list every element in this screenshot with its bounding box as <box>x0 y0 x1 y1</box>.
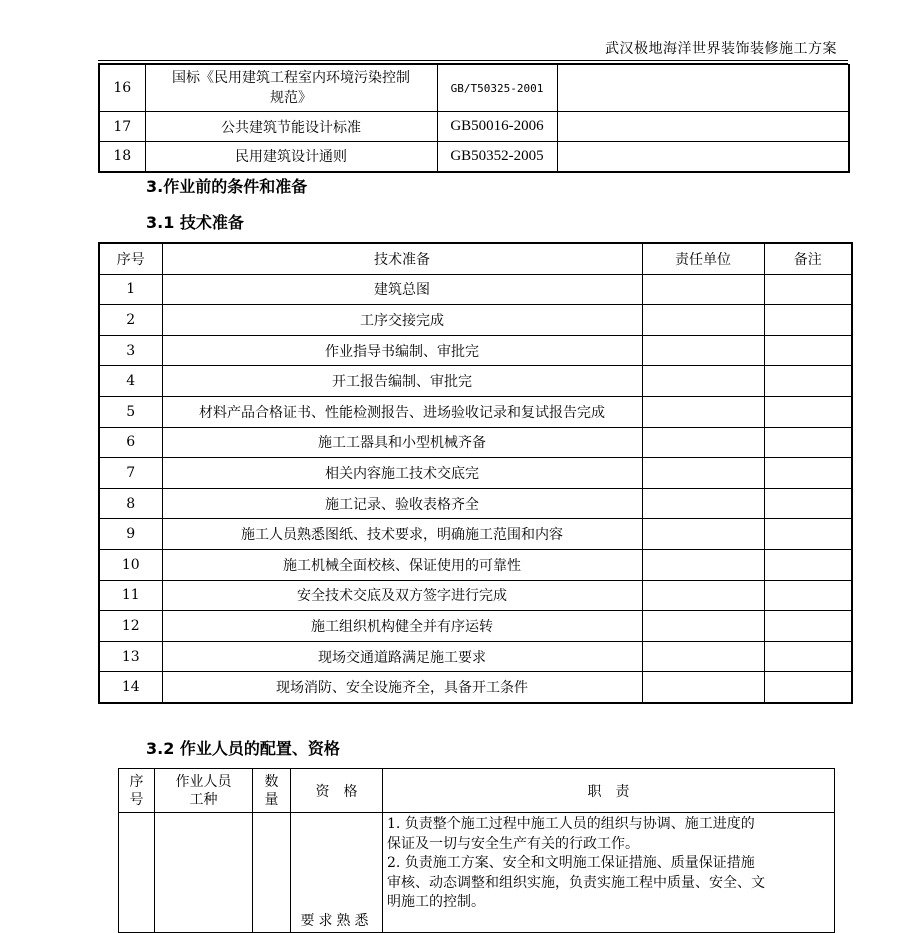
column-header: 责任单位 <box>642 243 764 274</box>
table-row <box>99 65 849 112</box>
column-header: 备注 <box>764 243 852 274</box>
qualification <box>291 813 383 933</box>
row-number: 8 <box>99 488 162 519</box>
responsible-unit <box>642 488 764 519</box>
row-number: 5 <box>99 396 162 427</box>
row-number: 13 <box>99 641 162 672</box>
section-heading: 3.2 作业人员的配置、资格 <box>146 739 340 758</box>
prep-item: 相关内容施工技术交底完 <box>162 458 642 489</box>
row-number: 1 <box>99 274 162 305</box>
prep-item: 施工组织机构健全并有序运转 <box>162 611 642 642</box>
responsible-unit <box>642 458 764 489</box>
column-header <box>253 769 291 813</box>
duty-description <box>383 813 835 933</box>
row-number: 2 <box>99 305 162 336</box>
note <box>764 274 852 305</box>
duty-line: 明施工的控制。 <box>387 894 485 910</box>
row-number: 3 <box>99 335 162 366</box>
row-number: 14 <box>99 672 162 703</box>
row-number: 17 <box>99 112 145 142</box>
note <box>764 335 852 366</box>
worker-type <box>155 813 253 933</box>
note <box>764 519 852 550</box>
row-number: 9 <box>99 519 162 550</box>
row-number <box>119 813 155 933</box>
column-header: 技术准备 <box>162 243 642 274</box>
note <box>764 641 852 672</box>
note <box>764 396 852 427</box>
responsible-unit <box>642 396 764 427</box>
standard-note <box>557 142 849 172</box>
section-heading: 3.1 技术准备 <box>146 213 244 232</box>
table-row <box>99 274 852 305</box>
prep-item: 安全技术交底及双方签字进行完成 <box>162 580 642 611</box>
table-row <box>99 366 852 397</box>
note <box>764 427 852 458</box>
worker-count <box>253 813 291 933</box>
column-header: 序号 <box>99 243 162 274</box>
table-row <box>99 641 852 672</box>
responsible-unit <box>642 672 764 703</box>
standard-name-line: 规范》 <box>270 90 312 106</box>
responsible-unit <box>642 335 764 366</box>
row-number: 16 <box>99 65 145 112</box>
prep-item: 施工工器具和小型机械齐备 <box>162 427 642 458</box>
qualification-text: 要求熟悉 <box>300 913 373 929</box>
header-line: 数 <box>264 773 279 790</box>
column-header: 资 格 <box>291 769 383 813</box>
document-header-title: 武汉极地海洋世界装饰装修施工方案 <box>605 41 837 57</box>
standard-name: 公共建筑节能设计标准 <box>145 112 437 142</box>
standard-note <box>557 65 849 112</box>
responsible-unit <box>642 427 764 458</box>
column-header: 职 责 <box>383 769 835 813</box>
table-row <box>119 813 835 933</box>
table-row <box>99 305 852 336</box>
header-rule-thin <box>98 60 848 61</box>
duty-line: 审核、动态调整和组织实施，负责实施工程中质量、安全、文 <box>387 874 765 891</box>
table-row <box>99 672 852 703</box>
table-row <box>99 549 852 580</box>
column-header <box>119 769 155 813</box>
note <box>764 611 852 642</box>
prep-item: 工序交接完成 <box>162 305 642 336</box>
table-row <box>99 458 852 489</box>
standard-code: GB/T50325-2001 <box>437 65 557 112</box>
header-line: 工种 <box>189 791 218 808</box>
responsible-unit <box>642 274 764 305</box>
header-line: 作业人员 <box>175 773 232 790</box>
note <box>764 366 852 397</box>
tech-prep-table <box>98 242 853 704</box>
table-header-row <box>99 243 852 274</box>
responsible-unit <box>642 641 764 672</box>
prep-item: 建筑总图 <box>162 274 642 305</box>
table-row <box>99 580 852 611</box>
row-number: 10 <box>99 549 162 580</box>
standard-note <box>557 112 849 142</box>
prep-item: 施工记录、验收表格齐全 <box>162 488 642 519</box>
column-header <box>155 769 253 813</box>
note <box>764 305 852 336</box>
row-number: 7 <box>99 458 162 489</box>
duty-line: 2. 负责施工方案、安全和文明施工保证措施、质量保证措施 <box>387 855 755 871</box>
responsible-unit <box>642 549 764 580</box>
responsible-unit <box>642 519 764 550</box>
table-row <box>99 488 852 519</box>
standard-name <box>145 65 437 112</box>
section-heading: 3.作业前的条件和准备 <box>146 177 308 196</box>
standard-code: GB50016-2006 <box>437 112 557 142</box>
duty-line: 保证及一切与安全生产有关的行政工作。 <box>387 835 639 852</box>
standards-table <box>98 64 850 173</box>
note <box>764 672 852 703</box>
table-row <box>99 396 852 427</box>
table-row <box>99 611 852 642</box>
row-number: 6 <box>99 427 162 458</box>
prep-item: 施工机械全面校核、保证使用的可靠性 <box>162 549 642 580</box>
prep-item: 施工人员熟悉图纸、技术要求，明确施工范围和内容 <box>162 519 642 550</box>
row-number: 11 <box>99 580 162 611</box>
header-line: 量 <box>264 791 279 808</box>
prep-item: 现场交通道路满足施工要求 <box>162 641 642 672</box>
prep-item: 开工报告编制、审批完 <box>162 366 642 397</box>
responsible-unit <box>642 611 764 642</box>
table-row <box>99 112 849 142</box>
standard-code: GB50352-2005 <box>437 142 557 172</box>
header-line: 号 <box>129 791 144 808</box>
row-number: 4 <box>99 366 162 397</box>
note <box>764 458 852 489</box>
table-row <box>99 519 852 550</box>
standard-name-line: 国标《民用建筑工程室内环境污染控制 <box>172 70 410 86</box>
prep-item: 作业指导书编制、审批完 <box>162 335 642 366</box>
row-number: 12 <box>99 611 162 642</box>
tech-prep-rows <box>99 274 852 703</box>
note <box>764 580 852 611</box>
header-line: 序 <box>129 773 144 790</box>
table-header-row <box>119 769 835 813</box>
standard-name: 民用建筑设计通则 <box>145 142 437 172</box>
duty-line: 1. 负责整个施工过程中施工人员的组织与协调、施工进度的 <box>387 816 755 832</box>
responsible-unit <box>642 305 764 336</box>
responsible-unit <box>642 366 764 397</box>
personnel-table <box>118 768 835 933</box>
prep-item: 材料产品合格证书、性能检测报告、进场验收记录和复试报告完成 <box>162 396 642 427</box>
row-number: 18 <box>99 142 145 172</box>
responsible-unit <box>642 580 764 611</box>
table-row <box>99 335 852 366</box>
note <box>764 549 852 580</box>
table-row <box>99 142 849 172</box>
table-row <box>99 427 852 458</box>
prep-item: 现场消防、安全设施齐全，具备开工条件 <box>162 672 642 703</box>
note <box>764 488 852 519</box>
